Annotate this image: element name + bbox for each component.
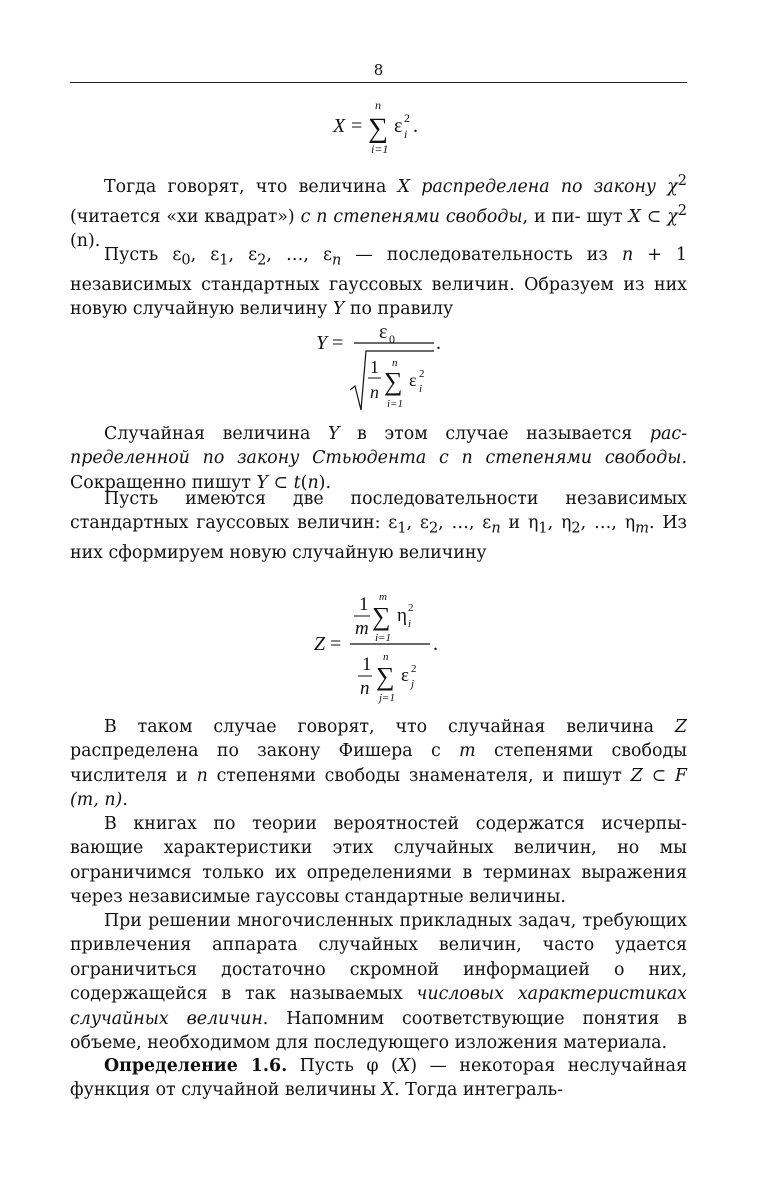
numerator-sub: 0	[389, 332, 395, 346]
formula-student	[70, 318, 687, 418]
term-base: ε	[409, 370, 417, 390]
paragraph-books: В книгах по теории вероятностей содержатся исчерпывающие характеристики этих случайных величин, но мы ограничимся только их определениями в терминах выражения через независимые гауссовы стандартные величины.	[70, 814, 687, 908]
formula-fisher	[70, 586, 687, 710]
sum-lower: i=1	[387, 398, 403, 410]
den-one: 1	[362, 654, 372, 675]
sum-sign: ∑	[384, 367, 403, 396]
term-sup: 2	[419, 368, 425, 380]
formula-tail: .	[433, 633, 438, 655]
sum-upper: n	[392, 357, 398, 369]
header-rule	[70, 82, 687, 83]
formula-eq: =	[332, 332, 344, 354]
paragraph-numeric-characteristics: При решении многочисленных прикладных задач, требующих привлечения аппарата случайных величин, часто удается ограничиться достаточно скромной информацией о них, содержащейся в так называемых числовых характеристиках случайных величин. Напомним соответствующие понятия в объеме, необходимом для последующего изложения материала.	[70, 911, 687, 1054]
numerator-base: ε	[379, 321, 388, 343]
formula-chi-square	[70, 90, 687, 160]
eta: η	[397, 605, 407, 626]
page-number: 8	[373, 61, 384, 79]
term-sub: i	[419, 383, 423, 395]
num-sum-upper: m	[379, 591, 387, 603]
den-sum-lower: j=1	[379, 692, 395, 704]
eps-sub: j	[411, 678, 415, 690]
formula-tail: .	[436, 332, 441, 354]
paragraph-definition: Определение 1.6. Пусть φ (X) — некоторая неслучайная функция от случайной величины X. Тогда интеграль-	[70, 1056, 687, 1101]
num-one: 1	[359, 594, 369, 615]
paragraph-chi-square: Тогда говорят, что величина X распределена по закону $\chi^2$ (читается «хи квадрат») с n степенями свободы, и пи- шут X ⊂ $\chi^2$ (n).	[70, 173, 688, 252]
paragraph-fisher: В таком случае говорят, что случайная величина Z распределена по закону Фишера с m степенями свободы числителя и n степенями свободы знаменателя, и пишут Z ⊂ F (m, n).	[70, 717, 688, 811]
den-n: n	[360, 678, 370, 699]
num-m: m	[355, 618, 369, 639]
formula-eq: =	[330, 633, 342, 655]
paragraph-student-intro: Пусть $\varepsilon_0$, $\varepsilon_1$, $\varepsilon_2$, …, $\varepsilon_n$ — последовательность из n + 1 независимых стандартных гауссовых величин. Образуем из них новую случайную величину Y по правилу	[70, 245, 687, 320]
num-sum-lower: i=1	[375, 632, 391, 644]
eta-sub: i	[408, 618, 412, 630]
den-sum-upper: n	[383, 651, 389, 663]
formula-tail: .	[413, 115, 418, 137]
eps-sup: 2	[411, 663, 417, 675]
eps: ε	[401, 665, 409, 686]
paragraph-fisher-intro: Пусть имеются две последовательности независимых стандартных гауссовых величин: $\varepsilon_1$, $\varepsilon_2$, …, $\varepsilon_n$ и $\eta_1$, $\eta_2$, …, $\eta_m$. Из них сформируем новую случайную величину	[70, 489, 687, 564]
formula-eq: =	[351, 115, 363, 137]
inner-one: 1	[370, 357, 379, 377]
sum-lower: i=1	[371, 142, 389, 156]
den-sum-sign: ∑	[376, 662, 395, 691]
eta-sup: 2	[408, 602, 414, 614]
inner-n: n	[370, 382, 379, 402]
num-sum-sign: ∑	[372, 602, 391, 631]
formula-lhs: X	[333, 115, 346, 137]
term-base: ε	[394, 115, 403, 137]
paragraph-student: Случайная величина Y в этом случае называется рас-пределенной по закону Стьюдента с n степенями свободы. Сокращенно пишут Y ⊂ t(n).	[70, 424, 687, 493]
sum-upper: n	[375, 98, 381, 112]
formula-lhs: Z	[314, 633, 326, 655]
formula-lhs: Y	[316, 332, 328, 354]
term-sub: i	[404, 127, 408, 141]
term-sup: 2	[404, 111, 410, 125]
sum-sign: ∑	[368, 113, 388, 144]
